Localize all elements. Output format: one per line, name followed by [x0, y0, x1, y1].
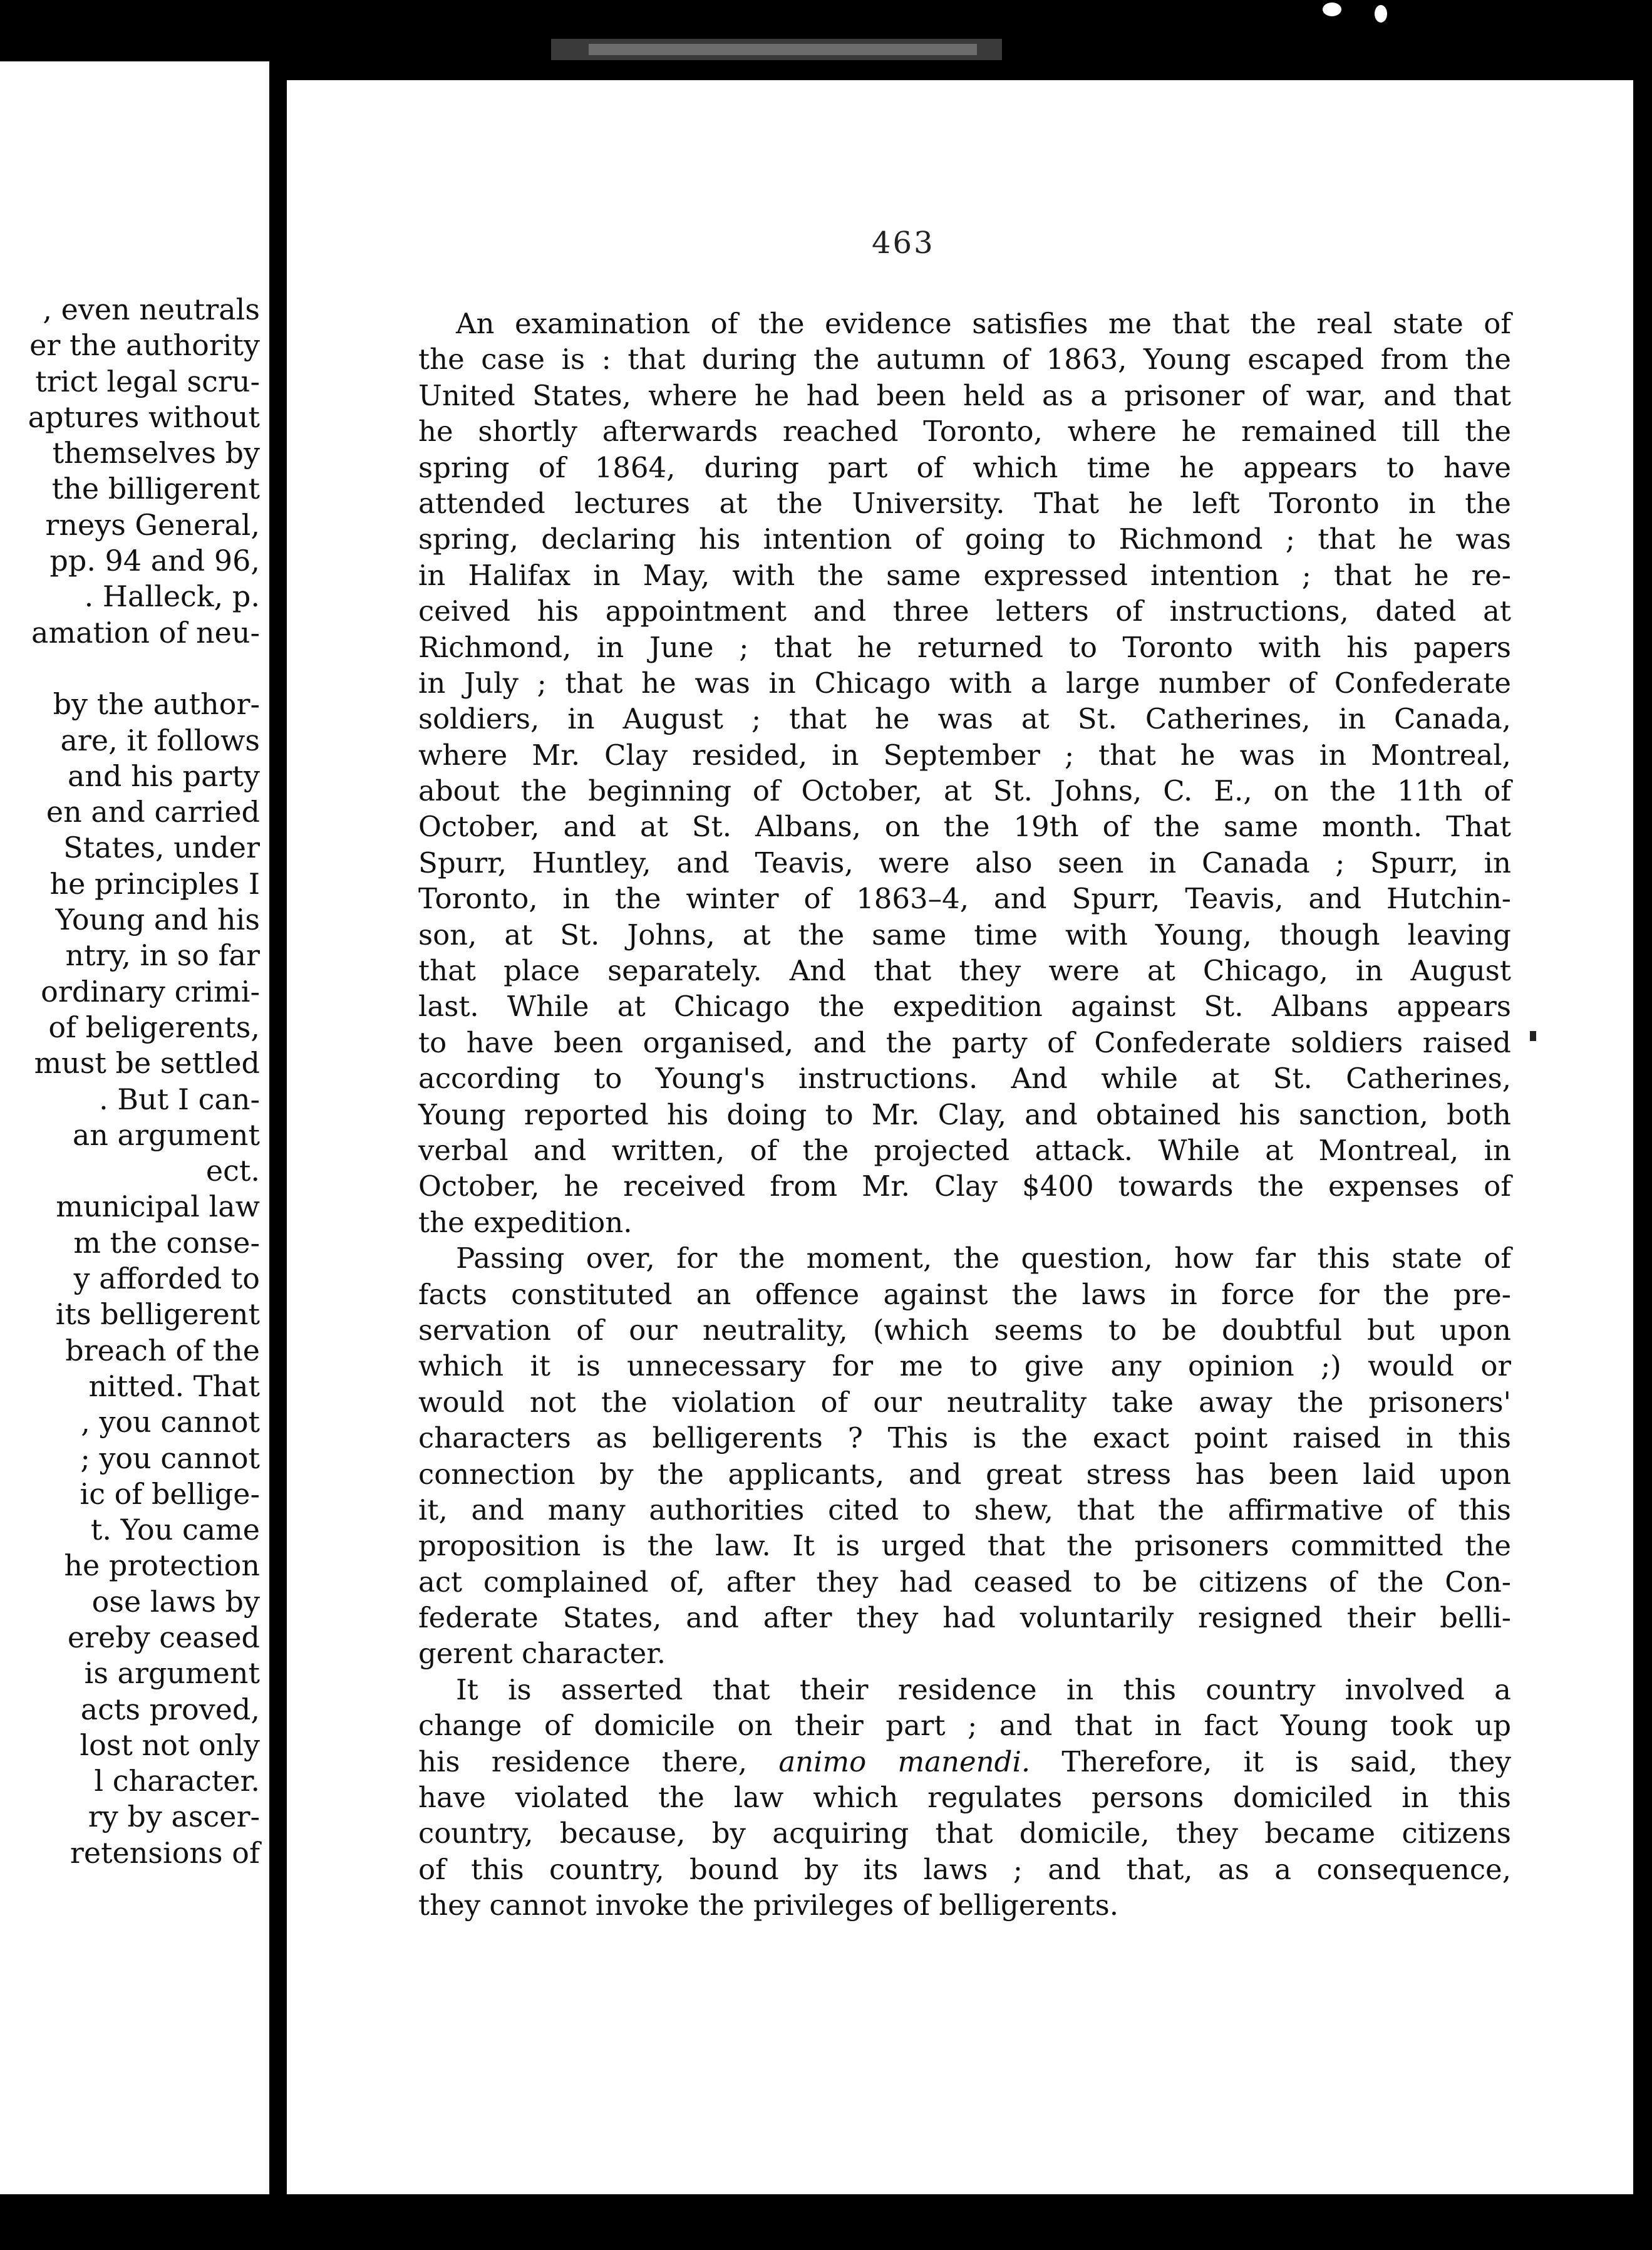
text-line: last. While at Chicago the expedition against St. Albans appears	[418, 990, 1511, 1024]
text-line: about the beginning of October, at St. Johns, C. E., on the 11th of	[418, 774, 1511, 808]
left-page-line: l character.	[94, 1764, 260, 1798]
left-page-line: and his party	[67, 759, 260, 793]
text-line: Young reported his doing to Mr. Clay, and obtained his sanction, both	[418, 1097, 1511, 1131]
left-page-line: ic of bellige-	[80, 1476, 260, 1511]
text-line: October, and at St. Albans, on the 19th of the same month. That	[418, 810, 1511, 844]
text-line: United States, where he had been held as a prisoner of war, and that	[418, 378, 1511, 412]
left-page-line: m the conse-	[73, 1225, 260, 1260]
left-page-line: ry by ascer-	[88, 1800, 260, 1834]
text-line: An examination of the evidence satisfies me that the real state of	[456, 307, 1511, 340]
page-gutter	[269, 61, 287, 2194]
left-page-line: must be settled	[34, 1046, 260, 1081]
left-page-line: ose laws by	[91, 1584, 260, 1619]
left-page-line: the billigerent	[51, 472, 260, 506]
text-line: where Mr. Clay resided, in September ; that he was in Montreal,	[418, 738, 1511, 772]
text-line: the case is : that during the autumn of 1863, Young escaped from the	[418, 343, 1511, 376]
left-page-line: , even neutrals	[43, 293, 260, 326]
text-line: facts constituted an offence against the laws in force for the pre-	[418, 1277, 1511, 1311]
left-page-line: by the author-	[53, 687, 260, 722]
left-page-line: y afforded to	[73, 1262, 260, 1296]
left-page-line: he protection	[64, 1548, 260, 1583]
text-line: servation of our neutrality, (which seems to be doubtful but upon	[418, 1313, 1511, 1347]
scan-speck	[1323, 3, 1341, 16]
text-line: characters as belligerents ? This is the exact point raised in this	[418, 1421, 1511, 1455]
text-line: spring, declaring his intention of going to Richmond ; that he was	[418, 522, 1511, 556]
text-line: it, and many authorities cited to shew, that the affirmative of this	[418, 1493, 1511, 1527]
left-page-line: is argument	[84, 1656, 260, 1691]
left-page-line: trict legal scru-	[35, 364, 260, 398]
left-page-text	[0, 292, 260, 1871]
text-line: in Halifax in May, with the same expressed intention ; that he re-	[418, 558, 1511, 592]
text-line: attended lectures at the University. That he left Toronto in the	[418, 486, 1511, 520]
left-page-line: pp. 94 and 96,	[49, 544, 260, 578]
left-page-line: . But I can-	[99, 1082, 260, 1116]
text-line: Richmond, in June ; that he returned to Toronto with his papers	[418, 630, 1511, 664]
left-page-line: States, under	[63, 831, 260, 865]
left-page-line: ereby ceased	[67, 1620, 260, 1654]
left-page-line: are, it follows	[60, 723, 260, 757]
left-page-line: themselves by	[52, 436, 260, 470]
left-page-line: acts proved,	[80, 1692, 260, 1726]
left-page-line: t. You came	[90, 1513, 260, 1547]
left-page-line: , you cannot	[81, 1405, 260, 1439]
left-page-line: ntry, in so far	[65, 938, 260, 973]
left-page-line: en and carried	[46, 795, 260, 829]
text-line: October, he received from Mr. Clay $400 towards the expenses of	[418, 1169, 1511, 1203]
scan-edge-strip-inner	[589, 44, 977, 55]
left-page-line: he principles I	[49, 866, 260, 901]
left-page-line: rneys General,	[45, 507, 260, 542]
left-page-line: er the authority	[29, 328, 260, 363]
text-line: that place separately. And that they were at Chicago, in August	[418, 954, 1511, 988]
text-line: Spurr, Huntley, and Teavis, were also seen in Canada ; Spurr, in	[418, 846, 1511, 879]
left-page-line: an argument	[72, 1117, 260, 1152]
italic-phrase: animo manendi.	[778, 1745, 1031, 1778]
text-line: he shortly afterwards reached Toronto, where he remained till the	[418, 415, 1511, 448]
left-page-line: municipal law	[56, 1190, 260, 1224]
text-line: federate States, and after they had voluntarily resigned their belli-	[418, 1601, 1511, 1635]
left-page-line: breach of the	[65, 1333, 260, 1367]
text-line: in July ; that he was in Chicago with a large number of Confederate	[418, 666, 1511, 700]
text-line: of this country, bound by its laws ; and that, as a consequence,	[418, 1852, 1511, 1886]
text-line: which it is unnecessary for me to give any opinion ;) would or	[418, 1349, 1511, 1383]
paragraph	[418, 306, 1511, 1240]
text-line: gerent character.	[418, 1637, 666, 1671]
left-page-line: Young and his	[55, 903, 260, 937]
text-line: have violated the law which regulates persons domiciled in this	[418, 1781, 1511, 1815]
paragraph	[418, 1240, 1511, 1672]
left-page-line: amation of neu-	[31, 615, 260, 650]
left-page-line: aptures without	[28, 400, 260, 434]
text-line: his residence there, animo manendi. Therefore, it is said, they	[418, 1745, 1511, 1778]
text-line: Toronto, in the winter of 1863–4, and Spurr, Teavis, and Hutchin-	[418, 882, 1511, 916]
text-line: they cannot invoke the privileges of belligerents.	[418, 1889, 1119, 1922]
text-line: spring of 1864, during part of which time he appears to have	[418, 450, 1511, 484]
left-page-line: ordinary crimi-	[41, 974, 260, 1008]
text-line: the expedition.	[418, 1205, 632, 1239]
left-page-line: of beligerents,	[48, 1010, 260, 1044]
left-page-line: retensions of	[70, 1835, 260, 1870]
text-line: proposition is the law. It is urged that the prisoners committed the	[418, 1529, 1511, 1563]
text-line: soldiers, in August ; that he was at St. Catherines, in Canada,	[418, 702, 1511, 736]
text-line: change of domicile on their part ; and that in fact Young took up	[418, 1709, 1511, 1743]
left-page-line: nitted. That	[88, 1369, 260, 1403]
text-line: country, because, by acquiring that domicile, they became citizens	[418, 1817, 1511, 1850]
left-page-line: ; you cannot	[80, 1441, 260, 1475]
text-line: son, at St. Johns, at the same time with Young, though leaving	[418, 918, 1511, 951]
text-line: It is asserted that their residence in this country involved a	[456, 1672, 1511, 1706]
text-line: act complained of, after they had ceased to be citizens of the Con-	[418, 1565, 1511, 1599]
paragraph	[418, 1672, 1511, 1924]
body-text	[418, 306, 1511, 1924]
text-line: connection by the applicants, and great stress has been laid upon	[418, 1457, 1511, 1491]
left-page-line: . Halleck, p.	[84, 579, 260, 614]
left-page-line: its belligerent	[55, 1297, 260, 1332]
page-number: 463	[872, 226, 935, 261]
text-line: according to Young's instructions. And while at St. Catherines,	[418, 1062, 1511, 1096]
scan-speck	[1375, 5, 1387, 23]
left-page-line: lost not only	[80, 1728, 260, 1762]
text-line: to have been organised, and the party of Confederate soldiers raised	[418, 1025, 1511, 1059]
text-line: Passing over, for the moment, the question, how far this state of	[456, 1242, 1511, 1275]
left-page-line	[0, 651, 260, 687]
text-line: ceived his appointment and three letters of instructions, dated at	[418, 594, 1511, 628]
right-page	[287, 80, 1633, 2194]
left-page	[0, 61, 269, 2194]
margin-mark	[1530, 1031, 1536, 1041]
left-page-line: ect.	[205, 1154, 260, 1188]
text-line: verbal and written, of the projected attack. While at Montreal, in	[418, 1133, 1511, 1167]
text-line: would not the violation of our neutrality take away the prisoners'	[418, 1385, 1511, 1419]
